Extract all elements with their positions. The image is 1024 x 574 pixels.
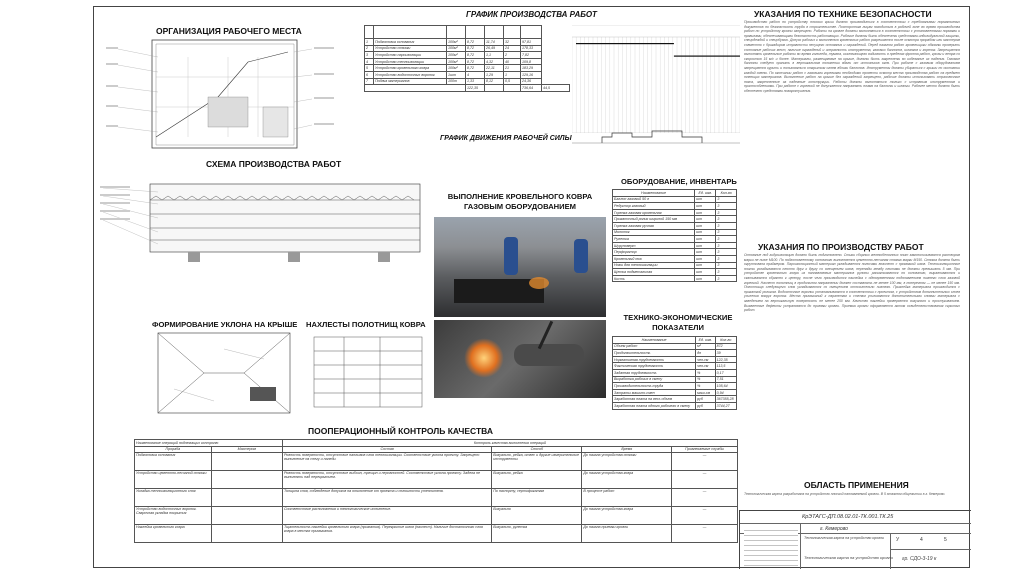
tep-cell: чел-см bbox=[696, 363, 715, 370]
quality-subheader-cell: Привлекаемые службы bbox=[672, 446, 738, 453]
equipment-cell: Ножи для теплоизоляции bbox=[613, 262, 695, 269]
tep-cell: Фактическая трудоемкость bbox=[613, 363, 696, 370]
schedule-header-cell bbox=[466, 26, 485, 39]
equipment-cell: Кровельный нож bbox=[613, 255, 695, 262]
quality-header-cell: Наименование операций подлежащих контролю bbox=[135, 440, 283, 447]
equipment-cell: шт bbox=[695, 269, 716, 276]
tep-cell: Продолжительность bbox=[613, 350, 696, 357]
schedule-cell: 2 bbox=[504, 52, 521, 59]
equipment-header-cell: Кол-во bbox=[716, 190, 737, 197]
tep-cell: руб bbox=[696, 402, 715, 409]
equipment-cell: Шуруповерт bbox=[613, 242, 695, 249]
schedule-header-cell bbox=[447, 26, 466, 39]
schedule-cell: 1 bbox=[365, 39, 374, 46]
tep-cell: 3744,27 bbox=[715, 402, 736, 409]
equipment-cell: шт bbox=[695, 222, 716, 229]
equipment-row bbox=[613, 216, 737, 223]
quality-header-cell: Контроль качества выполнения операций bbox=[282, 440, 737, 447]
schedule-cell: 11,74 bbox=[485, 39, 504, 46]
equipment-cell: 3 bbox=[716, 209, 737, 216]
equipment-cell: шт bbox=[695, 236, 716, 243]
schedule-cell: 2 bbox=[365, 45, 374, 52]
schedule-cell: 4 bbox=[466, 71, 485, 78]
roof-laying-photo bbox=[434, 217, 606, 317]
tep-cell: % bbox=[696, 369, 715, 376]
equipment-cell: 3 bbox=[716, 203, 737, 210]
tep-cell: Заданная трудоемкость bbox=[613, 369, 696, 376]
equipment-cell: шт bbox=[695, 249, 716, 256]
title-workforce: ГРАФИК ДВИЖЕНИЯ РАБОЧЕЙ СИЛЫ bbox=[440, 135, 572, 142]
stamp-group: гр. СДО-3-19 к bbox=[902, 556, 937, 562]
quality-cell: Визуально, рейка bbox=[492, 471, 582, 489]
tep-header-cell: Кол-во bbox=[715, 337, 736, 344]
tep-cell: Заработная плата одного рабочего в смену bbox=[613, 402, 696, 409]
equipment-table bbox=[612, 189, 737, 282]
quality-cell: Подготовка основания bbox=[135, 453, 212, 471]
schedule-cell: 178,33 bbox=[521, 45, 542, 52]
quality-row bbox=[135, 525, 738, 543]
quality-row bbox=[135, 453, 738, 471]
equipment-row bbox=[613, 203, 737, 210]
schedule-cell: 100м² bbox=[447, 45, 466, 52]
tep-cell: 367355,28 bbox=[715, 396, 736, 403]
equipment-cell: 3 bbox=[716, 242, 737, 249]
schedule-row bbox=[365, 78, 570, 85]
schedule-cell: 8,72 bbox=[466, 52, 485, 59]
tep-header-cell: Ед. изм. bbox=[696, 337, 715, 344]
quality-cell: Визуально bbox=[492, 507, 582, 525]
equipment-header-cell: Наименование bbox=[613, 190, 695, 197]
tep-cell: Заработная плата на весь объем bbox=[613, 396, 696, 403]
equipment-row bbox=[613, 196, 737, 203]
schedule-cell: 8,72 bbox=[466, 45, 485, 52]
schedule-cell: 26,49 bbox=[485, 45, 504, 52]
title-workplace: ОРГАНИЗАЦИЯ РАБОЧЕГО МЕСТА bbox=[156, 26, 302, 36]
scope-text: Технологическая карта разработана на устройство плоской наплавляемой кровли. В 5 этажном общежитии в г. Кемерово. bbox=[744, 492, 946, 496]
schedule-cell: 1шт bbox=[447, 71, 466, 78]
tep-cell: % bbox=[696, 383, 715, 390]
workforce-chart bbox=[572, 125, 740, 147]
overlaps-drawing bbox=[304, 329, 432, 417]
quality-cell bbox=[211, 507, 282, 525]
schedule-row bbox=[365, 58, 570, 65]
quality-table bbox=[134, 439, 738, 543]
schedule-cell: 109,8 bbox=[521, 58, 542, 65]
schedule-total-cell bbox=[504, 85, 521, 92]
title-instructions: УКАЗАНИЯ ПО ПРОИЗВОДСТВУ РАБОТ bbox=[758, 242, 924, 252]
equipment-cell: 3 bbox=[716, 262, 737, 269]
tep-cell: % bbox=[696, 376, 715, 383]
stamp-title: Технологическая карта на устройство кровли bbox=[804, 536, 884, 540]
schedule-gantt bbox=[572, 25, 740, 133]
stamp-code: КрЭТАГС-ДП.08.02.01-ТК.001.ТК.25 bbox=[802, 514, 894, 520]
schedule-cell: 24,36 bbox=[521, 78, 542, 85]
tep-cell: 113,5 bbox=[715, 363, 736, 370]
schedule-cell: 32 bbox=[504, 39, 521, 46]
equipment-cell: шт bbox=[695, 275, 716, 282]
schedule-header-cell bbox=[504, 26, 521, 39]
tep-cell: 105,64 bbox=[715, 383, 736, 390]
tep-cell: руб bbox=[696, 396, 715, 403]
tep-row bbox=[613, 376, 737, 383]
tep-cell: 39 bbox=[715, 350, 736, 357]
quality-cell bbox=[211, 489, 282, 507]
schedule-cell: 8,72 bbox=[466, 39, 485, 46]
title-safety: УКАЗАНИЯ ПО ТЕХНИКЕ БЕЗОПАСНОСТИ bbox=[754, 9, 932, 19]
schedule-cell: 4 bbox=[365, 58, 374, 65]
title-slope: ФОРМИРОВАНИЕ УКЛОНА НА КРЫШЕ bbox=[152, 320, 298, 329]
equipment-cell: 3 bbox=[716, 255, 737, 262]
quality-cell: Визуально, рейка, отвес и другие измерительные инструменты bbox=[492, 453, 582, 471]
stamp-total: 5 bbox=[944, 537, 947, 543]
quality-subheader-cell: Состав bbox=[282, 446, 491, 453]
schedule-cell: 1 bbox=[504, 71, 521, 78]
work-scheme-drawing bbox=[98, 170, 428, 270]
title-scope: ОБЛАСТЬ ПРИМЕНЕНИЯ bbox=[804, 480, 909, 490]
tep-row bbox=[613, 389, 737, 396]
tep-row bbox=[613, 396, 737, 403]
gantt-bar bbox=[674, 56, 740, 57]
schedule-row bbox=[365, 39, 570, 46]
safety-text: Производство работ по устройству плоских крыш должно производиться в соответствии с требованиями нормативных документов по безопасности труда в строительстве. Посторонним лицам находиться в рабочей зоне во время производства работ по устройству кровли запрещено. Работы на кровле должны выполняться в соответствии с установленными нормами и правилами, обеспечивающими безопасность работающих. Рабочие должны быть обеспечены средствами индивидуальной защиты, спецодеждой и спецобувью. Допуск рабочих к выполнению кровельных работ разрешается после осмотра прорабом или мастером совместно с бригадиром исправности несущего основания и ограждений. Перед началом работ кровельщики обязаны проверить состояние рабочих мест, наличие ограждений и исправность инструмента, газовых баллонов, шлангов и горелок. Запрещается выполнять кровельные работы во время гололеда, тумана, исключающего видимость в пределах фронта работ, грозы и ветра со скоростью 15 м/с и более. Материалы, размещаемые на крыше, должны быть закреплены во избежание их падения. Газовые баллоны следует хранить в вертикальном положении вдали от источников огня. При работе с газовым оборудованием запрещается курить и пользоваться открытым огнем вблизи баллонов. Инструменты должны убираться с крыши по окончании каждой смены. По окончании работ с газовыми горелками необходимо провести осмотр места производства работ на предмет тлеющих материалов. Выполнение работ на крыше без ограждений запрещено, рабочие должны использовать страховочные пояса, закрепленные за надежные конструкции. Работы должны выполняться только с исправным инструментом и приспособлениями. При работе с горелкой не допускается направлять пламя на баллоны и шланги. Рабочее место должно быть обеспечено средствами пожаротушения. bbox=[744, 20, 960, 93]
tep-row bbox=[613, 343, 737, 350]
quality-subheader-cell: Прораба bbox=[135, 446, 212, 453]
tep-cell: 0,94 bbox=[715, 389, 736, 396]
equipment-cell: Молоток bbox=[613, 229, 695, 236]
equipment-cell: 3 bbox=[716, 216, 737, 223]
quality-cell: Устройство водосточных воронок. Сварочная укладка покрытия bbox=[135, 507, 212, 525]
quality-cell: Тщательность наклейки кровельного ковра (прижатия). Перекрытие швов (нахлест). Наличие достаточного слоя ковра в местах примыкания. bbox=[282, 525, 491, 543]
tep-cell: Производительность труда bbox=[613, 383, 696, 390]
equipment-cell: шт bbox=[695, 242, 716, 249]
tep-cell: Выработка рабочих в смену bbox=[613, 376, 696, 383]
equipment-cell: шт bbox=[695, 262, 716, 269]
schedule-cell: 24 bbox=[504, 45, 521, 52]
equipment-cell: 3 bbox=[716, 222, 737, 229]
gantt-bar bbox=[576, 43, 674, 44]
schedule-cell: 1,1 bbox=[485, 52, 504, 59]
quality-cell: Визуально, рулетка bbox=[492, 525, 582, 543]
quality-cell bbox=[211, 453, 282, 471]
equipment-row bbox=[613, 275, 737, 282]
tep-table bbox=[612, 336, 737, 410]
quality-subheader-cell: Способ bbox=[492, 446, 582, 453]
tep-cell: дн bbox=[696, 350, 715, 357]
equipment-cell: шт bbox=[695, 216, 716, 223]
quality-cell: До начала устройства ковра bbox=[582, 507, 672, 525]
schedule-cell: 3 bbox=[365, 52, 374, 59]
schedule-cell: 100м² bbox=[447, 65, 466, 72]
stamp-sheets: 4 bbox=[920, 537, 923, 543]
tep-cell: маш-см bbox=[696, 389, 715, 396]
equipment-cell: шт bbox=[695, 209, 716, 216]
equipment-row bbox=[613, 249, 737, 256]
equipment-cell: Перфоратор bbox=[613, 249, 695, 256]
quality-row bbox=[135, 489, 738, 507]
title-quality: ПООПЕРАЦИОННЫЙ КОНТРОЛЬ КАЧЕСТВА bbox=[308, 426, 493, 436]
title-tep: ТЕХНИКО-ЭКОНОМИЧЕСКИЕ ПОКАЗАТЕЛИ bbox=[623, 313, 733, 332]
schedule-row bbox=[365, 52, 570, 59]
title-roof-laying: ВЫПОЛНЕНИЕ КРОВЕЛЬНОГО КОВРА ГАЗОВЫМ ОБОРУДОВАНИЕМ bbox=[447, 192, 593, 211]
equipment-row bbox=[613, 222, 737, 229]
schedule-cell: Устройство водосточных воронок bbox=[374, 71, 447, 78]
equipment-cell: Рулетка bbox=[613, 236, 695, 243]
tep-row bbox=[613, 383, 737, 390]
schedule-total-cell: 736,64 bbox=[521, 85, 542, 92]
quality-cell: Толщина слоя, соблюдение допусков на отклонение от проекта и сплошности утеплителя. bbox=[282, 489, 491, 507]
equipment-cell: 3 bbox=[716, 249, 737, 256]
tep-cell: Объем работ bbox=[613, 343, 696, 350]
equipment-cell: Щетка подметальная bbox=[613, 269, 695, 276]
schedule-cell: 22,11 bbox=[485, 65, 504, 72]
schedule-row bbox=[365, 45, 570, 52]
tep-cell: 7,51 bbox=[715, 376, 736, 383]
tep-cell: 0,17 bbox=[715, 369, 736, 376]
tep-header-cell: Наименование bbox=[613, 337, 696, 344]
schedule-cell: 8,72 bbox=[466, 58, 485, 65]
tep-cell: Затраты машино-смен bbox=[613, 389, 696, 396]
stamp-city: г. Кемерово bbox=[820, 526, 848, 532]
equipment-cell: 3 bbox=[716, 236, 737, 243]
equipment-row bbox=[613, 229, 737, 236]
schedule-cell: 1,33 bbox=[466, 78, 485, 85]
equipment-cell: Горелка газовая кровельная bbox=[613, 209, 695, 216]
title-overlaps: НАХЛЕСТЫ ПОЛОТНИЩ КОВРА bbox=[306, 320, 426, 329]
schedule-total-row bbox=[365, 85, 570, 92]
equipment-row bbox=[613, 269, 737, 276]
workplace-plan bbox=[98, 37, 358, 157]
equipment-cell: шт bbox=[695, 229, 716, 236]
drawing-sheet bbox=[93, 6, 970, 568]
schedule-cell: 100м² bbox=[447, 58, 466, 65]
schedule-cell: 40 bbox=[504, 58, 521, 65]
quality-cell: — bbox=[672, 507, 738, 525]
equipment-cell: шт bbox=[695, 255, 716, 262]
equipment-cell: 3 bbox=[716, 275, 737, 282]
schedule-total-cell bbox=[485, 85, 504, 92]
equipment-row bbox=[613, 242, 737, 249]
equipment-cell: Баллон газовый 50 л bbox=[613, 196, 695, 203]
schedule-cell: Устройство кровельного ковра bbox=[374, 65, 447, 72]
quality-cell: Соответствие расположения и технологическое исполнение. bbox=[282, 507, 491, 525]
schedule-header-cell bbox=[365, 26, 374, 39]
quality-cell bbox=[211, 471, 282, 489]
equipment-cell: 3 bbox=[716, 269, 737, 276]
schedule-total-cell: 122,35 bbox=[466, 85, 485, 92]
schedule-header-cell bbox=[521, 26, 542, 39]
quality-row bbox=[135, 507, 738, 525]
tep-row bbox=[613, 402, 737, 409]
schedule-cell: 183,29 bbox=[521, 65, 542, 72]
tep-cell: 872 bbox=[715, 343, 736, 350]
schedule-cell: Подача материалов bbox=[374, 78, 447, 85]
quality-cell: До начала приемки кровли bbox=[582, 525, 672, 543]
title-schedule: ГРАФИК ПРОИЗВОДСТВА РАБОТ bbox=[466, 10, 597, 19]
quality-cell: В процессе работ bbox=[582, 489, 672, 507]
schedule-cell: 1,29 bbox=[485, 71, 504, 78]
title-scheme: СХЕМА ПРОИЗВОДСТВА РАБОТ bbox=[206, 159, 342, 169]
schedule-cell: 0,5 bbox=[504, 78, 521, 85]
equipment-cell: Редуктор газовый bbox=[613, 203, 695, 210]
quality-cell: Укладка теплоизоляционного слоя bbox=[135, 489, 212, 507]
schedule-cell: 4,32 bbox=[485, 58, 504, 65]
quality-cell: — bbox=[672, 489, 738, 507]
quality-cell: До начала устройства стяжки bbox=[582, 453, 672, 471]
quality-cell: — bbox=[672, 453, 738, 471]
schedule-cell: Устройство стяжки bbox=[374, 45, 447, 52]
schedule-header-cell bbox=[485, 26, 504, 39]
schedule-header-cell bbox=[374, 26, 447, 39]
tep-row bbox=[613, 369, 737, 376]
tep-cell: Нормативная трудоемкость bbox=[613, 356, 696, 363]
schedule-cell: 6 bbox=[365, 71, 374, 78]
schedule-cell: 100м² bbox=[447, 52, 466, 59]
schedule-cell: Устройство пароизоляции bbox=[374, 52, 447, 59]
tep-row bbox=[613, 356, 737, 363]
equipment-row bbox=[613, 209, 737, 216]
schedule-cell: 7 bbox=[365, 78, 374, 85]
tep-row bbox=[613, 363, 737, 370]
schedule-cell: 5 bbox=[365, 65, 374, 72]
quality-cell: По паспорту, сертификатам bbox=[492, 489, 582, 507]
equipment-cell: шт bbox=[695, 203, 716, 210]
title-block bbox=[739, 510, 971, 569]
tep-row bbox=[613, 350, 737, 357]
stamp-sheet: У bbox=[896, 537, 900, 543]
stamp-doc-title: Технологическая карта на устройство кровли bbox=[804, 555, 893, 560]
schedule-cell: 21 bbox=[504, 65, 521, 72]
stamp-signature-grid bbox=[744, 526, 798, 566]
schedule-cell: 7,82 bbox=[521, 52, 542, 59]
equipment-cell: Кисть bbox=[613, 275, 695, 282]
quality-cell: — bbox=[672, 525, 738, 543]
roof-slope-plan bbox=[154, 329, 294, 417]
quality-row bbox=[135, 471, 738, 489]
equipment-cell: 3 bbox=[716, 196, 737, 203]
schedule-cell: Устройство теплоизоляции bbox=[374, 58, 447, 65]
quality-cell: Устройство цементно-песчаной стяжки bbox=[135, 471, 212, 489]
torch-roller-photo bbox=[434, 320, 606, 398]
quality-subheader-cell: Мастером bbox=[211, 446, 282, 453]
schedule-cell: 100т bbox=[447, 78, 466, 85]
schedule-total-cell: 44,5 bbox=[542, 85, 570, 92]
title-equipment: ОБОРУДОВАНИЕ, ИНВЕНТАРЬ bbox=[621, 177, 737, 186]
equipment-row bbox=[613, 236, 737, 243]
schedule-cell: 8,72 bbox=[466, 65, 485, 72]
equipment-row bbox=[613, 262, 737, 269]
quality-cell: — bbox=[672, 471, 738, 489]
tep-cell: 122,35 bbox=[715, 356, 736, 363]
quality-cell: Наклейка кровельного ковра bbox=[135, 525, 212, 543]
schedule-cell: Подготовка основания bbox=[374, 39, 447, 46]
tep-cell: м² bbox=[696, 343, 715, 350]
equipment-header-cell: Ед. изм. bbox=[695, 190, 716, 197]
schedule-table bbox=[364, 25, 570, 92]
quality-cell: Ровность поверхности, отсутствие наплывов слоя теплоизоляции. Соответствие уклона проекту. Запрещено выполнение на снегу и наледи. bbox=[282, 453, 491, 471]
schedule-cell: 8,12 bbox=[485, 78, 504, 85]
equipment-cell: Прикаточный ролик шириной 150 мм bbox=[613, 216, 695, 223]
schedule-cell: 129,16 bbox=[521, 71, 542, 78]
equipment-cell: Горелка газовая ручная bbox=[613, 222, 695, 229]
schedule-row bbox=[365, 71, 570, 78]
quality-cell bbox=[211, 525, 282, 543]
schedule-cell: 97,81 bbox=[521, 39, 542, 46]
tep-cell: чел-см bbox=[696, 356, 715, 363]
schedule-cell: 100м² bbox=[447, 39, 466, 46]
equipment-cell: шт bbox=[695, 196, 716, 203]
quality-subheader-cell: Время bbox=[582, 446, 672, 453]
schedule-row bbox=[365, 65, 570, 72]
quality-cell: До начала устройства ковра bbox=[582, 471, 672, 489]
equipment-row bbox=[613, 255, 737, 262]
equipment-cell: 3 bbox=[716, 229, 737, 236]
quality-cell: Ровность поверхности, отсутствие выбоин, трещин и неровностей. Соответствие уклона проекту. Задела не выполнять над перекрытием. bbox=[282, 471, 491, 489]
instructions-text: Основание под гидроизоляцию должно быть подготовлено. Стыки сборных железобетонных плит замоноличиваются раствором марки не ниже М100. По подготовленному основанию выполняется цементно-песчаная стяжка марки М150. Стяжка должна быть огрунтована праймером. Пароизоляционный материал укладывается полосами внахлест с промазкой швов. Теплоизоляционные плиты укладываются плотно друг к другу со смещением швов, перепады между плитами не должны превышать 5 мм. При устройстве кровельного ковра из наплавляемых материалов рулоны раскатываются по основанию, выравниваются и скатываются обратно к центру, после чего производится наклейка с одновременным подплавлением нижнего слоя газовой горелкой. Нахлест полотнищ в продольном направлении должен составлять не менее 100 мм, в поперечном — не менее 150 мм. Полотнища следующего слоя укладываются со смещением относительно нижнего. Приклейка материала производится с прикаткой роликом. Водосточные воронки устанавливаются в соответствии с проектом, с устройством дополнительных слоев усиления вокруг воронок. Места примыканий к парапетам и стенам усиливаются дополнительными слоями материала с заведением на вертикальную поверхность не менее 250 мм. Качество наклейки проверяется визуально и простукиванием. Выявленные дефекты устраняются до приемки кровли. Приемка кровли оформляется актом освидетельствования скрытых работ. bbox=[744, 253, 960, 313]
